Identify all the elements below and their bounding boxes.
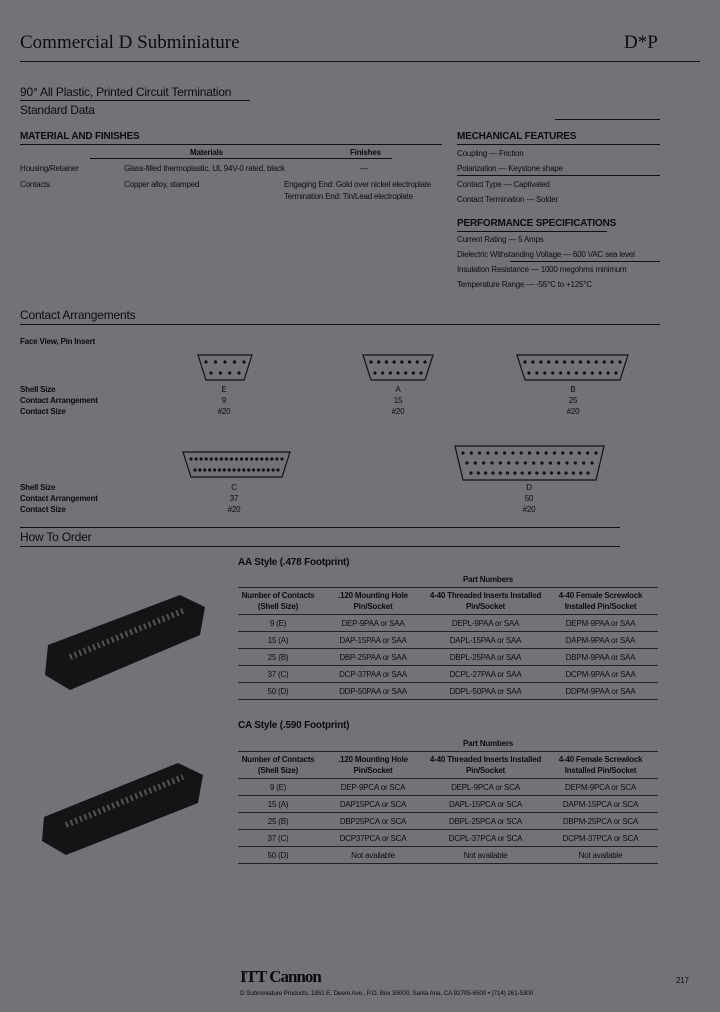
pin-dot — [469, 471, 472, 474]
material-item: Housing/Retainer — [20, 164, 79, 173]
pin-dot — [545, 451, 548, 454]
pin-dot — [491, 471, 494, 474]
pin-dot — [228, 371, 231, 374]
pin-dot — [574, 461, 577, 464]
pin-dot — [280, 457, 283, 460]
footer-address: D Subminiature Products, 1851 E. Deere Ave., P.O. Box 35000, Santa Ana, CA 92705-6500 • (714) 261-5300 — [240, 990, 534, 997]
pin-dot — [499, 471, 502, 474]
pin-dot — [543, 471, 546, 474]
table-cell: 25 (B) — [238, 813, 318, 830]
column-header: 4-40 Threaded Inserts Installed Pin/Socket — [428, 752, 543, 779]
pin-dot — [247, 468, 250, 471]
finish-value: Engaging End: Gold over nickel electroplate — [284, 180, 432, 189]
pin-dot — [575, 371, 578, 374]
connector-face-25 — [517, 355, 628, 380]
pin-dot — [385, 360, 388, 363]
pin-dot — [532, 461, 535, 464]
pin-dot — [524, 461, 527, 464]
table-cell: DBP25PCA or SCA — [318, 813, 428, 830]
subtitle: 90° All Plastic, Printed Circuit Termination — [20, 85, 232, 99]
table-row — [238, 632, 658, 649]
table-cell: DBPM-25PCA or SCA — [543, 813, 658, 830]
pin-dot — [461, 451, 464, 454]
materials-heading: MATERIAL AND FINISHES — [20, 131, 140, 142]
pin-dot — [255, 457, 258, 460]
contact-arrangement: 15 — [393, 396, 403, 405]
pin-dot — [396, 371, 399, 374]
series-code: D*P — [624, 32, 658, 53]
connector-face-37 — [183, 452, 290, 477]
pin-dot — [215, 457, 218, 460]
material-value: Glass-filled thermoplastic, UL 94V-0 rated, black — [124, 164, 285, 173]
table-row — [238, 813, 658, 830]
pin-dot — [569, 451, 572, 454]
pin-dot — [233, 360, 236, 363]
table-row — [238, 683, 658, 700]
pin-dot — [551, 371, 554, 374]
subtitle-standard-data: Standard Data — [20, 103, 95, 117]
pin-dot — [599, 371, 602, 374]
mechanical-item: Contact Type — Captivated — [457, 180, 550, 189]
connector-face-9 — [198, 355, 252, 380]
mechanical-item: Contact Termination — Solder — [457, 195, 558, 204]
pin-dot — [528, 451, 531, 454]
pin-dot — [587, 360, 590, 363]
pin-dot — [210, 457, 213, 460]
pin-dot — [513, 471, 516, 474]
pin-dot — [567, 371, 570, 374]
pin-dot — [507, 461, 510, 464]
pin-dot — [549, 461, 552, 464]
pin-dot — [540, 461, 543, 464]
table-cell: 37 (C) — [238, 830, 318, 847]
table-cell: 50 (D) — [238, 683, 318, 700]
table-cell: DEPL-9PCA or SCA — [428, 779, 543, 796]
pin-dot — [275, 457, 278, 460]
pin-dot — [559, 371, 562, 374]
pin-dot — [523, 360, 526, 363]
table-row — [238, 830, 658, 847]
table-cell: 50 (D) — [238, 847, 318, 864]
performance-heading: PERFORMANCE SPECIFICATIONS — [457, 218, 617, 229]
pin-dot — [267, 468, 270, 471]
material-value: Copper alloy, stamped — [124, 180, 200, 189]
pin-dot — [582, 461, 585, 464]
pin-dot — [228, 468, 231, 471]
pin-dot — [539, 360, 542, 363]
pin-dot — [499, 461, 502, 464]
connector-face-15 — [363, 355, 433, 380]
pin-dot — [495, 451, 498, 454]
table-cell: DBP-25PAA or SAA — [318, 649, 428, 666]
contact-arrangement-label: Contact Arrangement — [20, 494, 98, 503]
pin-dot — [543, 371, 546, 374]
pin-dot — [400, 360, 403, 363]
pin-dot — [213, 468, 216, 471]
col-materials: Materials — [190, 148, 223, 157]
pin-dot — [412, 371, 415, 374]
pin-dot — [220, 457, 223, 460]
shell-size: E — [221, 385, 227, 394]
table-cell: DAP15PCA or SCA — [318, 796, 428, 813]
pin-dot — [419, 371, 422, 374]
table-cell: DCP-37PAA or SAA — [318, 666, 428, 683]
table-cell: DDPM-9PAA or SAA — [543, 683, 658, 700]
pin-dot — [203, 468, 206, 471]
pin-dot — [586, 451, 589, 454]
column-header: .120 Mounting Hole Pin/Socket — [318, 752, 428, 779]
page-title: Commercial D Subminiature — [20, 32, 240, 53]
column-header: Number of Contacts (Shell Size) — [238, 588, 318, 615]
table-cell: 15 (A) — [238, 796, 318, 813]
pin-dot — [503, 451, 506, 454]
pin-dot — [252, 468, 255, 471]
pin-dot — [223, 360, 226, 363]
mechanical-item: Coupling — Friction — [457, 149, 524, 158]
pin-dot — [189, 457, 192, 460]
pin-dot — [565, 461, 568, 464]
ca-style-connector-photo — [38, 755, 218, 860]
pin-dot — [223, 468, 226, 471]
contact-size-label: Contact Size — [20, 505, 66, 514]
aa-style-title: AA Style (.478 Footprint) — [238, 557, 350, 568]
contact-size: #20 — [217, 407, 231, 416]
pin-dot — [586, 471, 589, 474]
shell-size-label: Shell Size — [20, 483, 56, 492]
table-cell: DEP-9PAA or SAA — [318, 615, 428, 632]
pin-dot — [260, 457, 263, 460]
pin-dot — [590, 461, 593, 464]
table-cell: DBPL-25PAA or SAA — [428, 649, 543, 666]
table-cell: DDPL-50PAA or SAA — [428, 683, 543, 700]
aa-style-connector-photo — [40, 585, 220, 695]
pin-dot — [520, 451, 523, 454]
contacts-heading: Contact Arrangements — [20, 308, 136, 322]
table-cell: DEP-9PCA or SCA — [318, 779, 428, 796]
table-cell: DAPM-9PAA or SAA — [543, 632, 658, 649]
table-cell: DCPM-37PCA or SCA — [543, 830, 658, 847]
ca-parts-table — [238, 736, 658, 864]
pin-dot — [219, 371, 222, 374]
table-cell: 9 (E) — [238, 779, 318, 796]
face-view-label: Face View, Pin Insert — [20, 337, 95, 346]
pin-dot — [474, 461, 477, 464]
pin-dot — [208, 468, 211, 471]
mechanical-item: Polarization — Keystone shape — [457, 164, 563, 173]
table-row — [238, 666, 658, 683]
pin-dot — [245, 457, 248, 460]
pin-dot — [515, 461, 518, 464]
pin-dot — [486, 451, 489, 454]
pin-dot — [265, 457, 268, 460]
pin-dot — [242, 468, 245, 471]
pin-dot — [557, 471, 560, 474]
pin-dot — [404, 371, 407, 374]
table-cell: DAPL-15PAA or SAA — [428, 632, 543, 649]
col-finishes: Finishes — [350, 148, 381, 157]
pin-dot — [377, 360, 380, 363]
pin-dot — [557, 461, 560, 464]
pin-dot — [214, 360, 217, 363]
table-cell: DAPL-15PCA or SCA — [428, 796, 543, 813]
pin-dot — [465, 461, 468, 464]
table-cell: DBPM-9PAA or SAA — [543, 649, 658, 666]
column-header: Number of Contacts (Shell Size) — [238, 752, 318, 779]
shell-size: B — [570, 385, 576, 394]
table-cell: DCP37PCA or SCA — [318, 830, 428, 847]
contact-arrangement: 50 — [524, 494, 534, 503]
pin-dot — [614, 371, 617, 374]
contact-size: #20 — [391, 407, 405, 416]
table-cell: DDP-50PAA or SAA — [318, 683, 428, 700]
pin-dot — [416, 360, 419, 363]
part-numbers-header: Part Numbers — [318, 572, 658, 588]
pin-dot — [250, 457, 253, 460]
shell-size: C — [231, 483, 237, 492]
contact-size-label: Contact Size — [20, 407, 66, 416]
column-header: 4-40 Threaded Inserts Installed Pin/Socket — [428, 588, 543, 615]
contact-size: #20 — [227, 505, 241, 514]
table-row — [238, 615, 658, 632]
pin-dot — [204, 360, 207, 363]
pin-dot — [531, 360, 534, 363]
pin-dot — [511, 451, 514, 454]
performance-item: Dielectric Withstanding Voltage — 600 VAC sea level — [457, 250, 635, 259]
pin-dot — [564, 471, 567, 474]
pin-dot — [594, 451, 597, 454]
table-cell: 9 (E) — [238, 615, 318, 632]
pin-dot — [232, 468, 235, 471]
pin-dot — [478, 451, 481, 454]
pin-dot — [561, 451, 564, 454]
pin-dot — [578, 451, 581, 454]
pin-dot — [225, 457, 228, 460]
pin-dot — [490, 461, 493, 464]
pin-dot — [369, 360, 372, 363]
shell-size-label: Shell Size — [20, 385, 56, 394]
table-cell: DBPL-25PCA or SCA — [428, 813, 543, 830]
contact-arrangement: 9 — [221, 396, 227, 405]
performance-item: Insulation Resistance — 1000 megohms minimum — [457, 265, 627, 274]
how-to-order-heading: How To Order — [20, 530, 92, 544]
pin-dot — [563, 360, 566, 363]
connector-face-50 — [455, 446, 604, 480]
pin-dot — [218, 468, 221, 471]
pin-dot — [209, 371, 212, 374]
pin-dot — [550, 471, 553, 474]
contact-size: #20 — [522, 505, 536, 514]
performance-item: Current Rating — 5 Amps — [457, 235, 544, 244]
table-cell: DAPM-15PCA or SCA — [543, 796, 658, 813]
pin-dot — [571, 360, 574, 363]
pin-dot — [547, 360, 550, 363]
table-cell: DAP-15PAA or SAA — [318, 632, 428, 649]
contact-arrangement-label: Contact Arrangement — [20, 396, 98, 405]
table-cell: DEPM-9PCA or SCA — [543, 779, 658, 796]
column-header: 4-40 Female Screwlock Installed Pin/Socket — [543, 752, 658, 779]
contact-size: #20 — [566, 407, 580, 416]
pin-dot — [262, 468, 265, 471]
itt-cannon-logo: ITT Cannon — [240, 967, 321, 986]
shell-size: A — [395, 385, 401, 394]
material-item: Contacts — [20, 180, 50, 189]
pin-dot — [408, 360, 411, 363]
pin-dot — [591, 371, 594, 374]
column-header: 4-40 Female Screwlock Installed Pin/Socket — [543, 588, 658, 615]
pin-dot — [527, 371, 530, 374]
contact-arrangement: 37 — [229, 494, 239, 503]
table-row — [238, 649, 658, 666]
pin-dot — [205, 457, 208, 460]
pin-dot — [198, 468, 201, 471]
pin-dot — [272, 468, 275, 471]
table-row — [238, 796, 658, 813]
pin-dot — [484, 471, 487, 474]
pin-dot — [276, 468, 279, 471]
pin-dot — [535, 371, 538, 374]
mechanical-heading: MECHANICAL FEATURES — [457, 131, 577, 142]
ca-style-title: CA Style (.590 Footprint) — [238, 720, 350, 731]
pin-dot — [381, 371, 384, 374]
finish-value-2: Termination End: Tin/Lead electroplate — [284, 192, 413, 201]
pin-dot — [618, 360, 621, 363]
pin-dot — [610, 360, 613, 363]
pin-dot — [240, 457, 243, 460]
pin-dot — [373, 371, 376, 374]
finish-value: — — [360, 164, 368, 173]
table-cell: DCPL-37PCA or SCA — [428, 830, 543, 847]
pin-dot — [579, 471, 582, 474]
table-cell: Not available — [318, 847, 428, 864]
pin-dot — [270, 457, 273, 460]
pin-dot — [235, 457, 238, 460]
page-number: 217 — [676, 976, 689, 985]
contact-arrangement: 25 — [568, 396, 578, 405]
pin-dot — [194, 457, 197, 460]
pin-dot — [482, 461, 485, 464]
pin-dot — [521, 471, 524, 474]
table-cell: 37 (C) — [238, 666, 318, 683]
pin-dot — [230, 457, 233, 460]
pin-dot — [595, 360, 598, 363]
table-cell: Not available — [543, 847, 658, 864]
pin-dot — [506, 471, 509, 474]
pin-dot — [535, 471, 538, 474]
pin-dot — [257, 468, 260, 471]
table-cell: 15 (A) — [238, 632, 318, 649]
pin-dot — [393, 360, 396, 363]
pin-dot — [606, 371, 609, 374]
pin-dot — [603, 360, 606, 363]
table-cell: 25 (B) — [238, 649, 318, 666]
table-row — [238, 847, 658, 864]
pin-dot — [193, 468, 196, 471]
pin-dot — [200, 457, 203, 460]
pin-dot — [477, 471, 480, 474]
pin-dot — [237, 468, 240, 471]
pin-dot — [470, 451, 473, 454]
table-cell: DEPM-9PAA or SAA — [543, 615, 658, 632]
pin-dot — [237, 371, 240, 374]
table-cell: Not available — [428, 847, 543, 864]
table-cell: DEPL-9PAA or SAA — [428, 615, 543, 632]
pin-dot — [242, 360, 245, 363]
performance-item: Temperature Range — -55°C to +125°C — [457, 280, 592, 289]
table-row — [238, 779, 658, 796]
aa-parts-table — [238, 572, 658, 700]
part-numbers-header: Part Numbers — [318, 736, 658, 752]
pin-dot — [555, 360, 558, 363]
pin-dot — [572, 471, 575, 474]
pin-dot — [528, 471, 531, 474]
pin-dot — [536, 451, 539, 454]
connector-face-drawings — [0, 0, 700, 520]
pin-dot — [423, 360, 426, 363]
pin-dot — [579, 360, 582, 363]
pin-dot — [389, 371, 392, 374]
pin-dot — [583, 371, 586, 374]
table-cell: DCPM-9PAA or SAA — [543, 666, 658, 683]
shell-size: D — [526, 483, 532, 492]
pin-dot — [553, 451, 556, 454]
table-cell: DCPL-27PAA or SAA — [428, 666, 543, 683]
column-header: .120 Mounting Hole Pin/Socket — [318, 588, 428, 615]
